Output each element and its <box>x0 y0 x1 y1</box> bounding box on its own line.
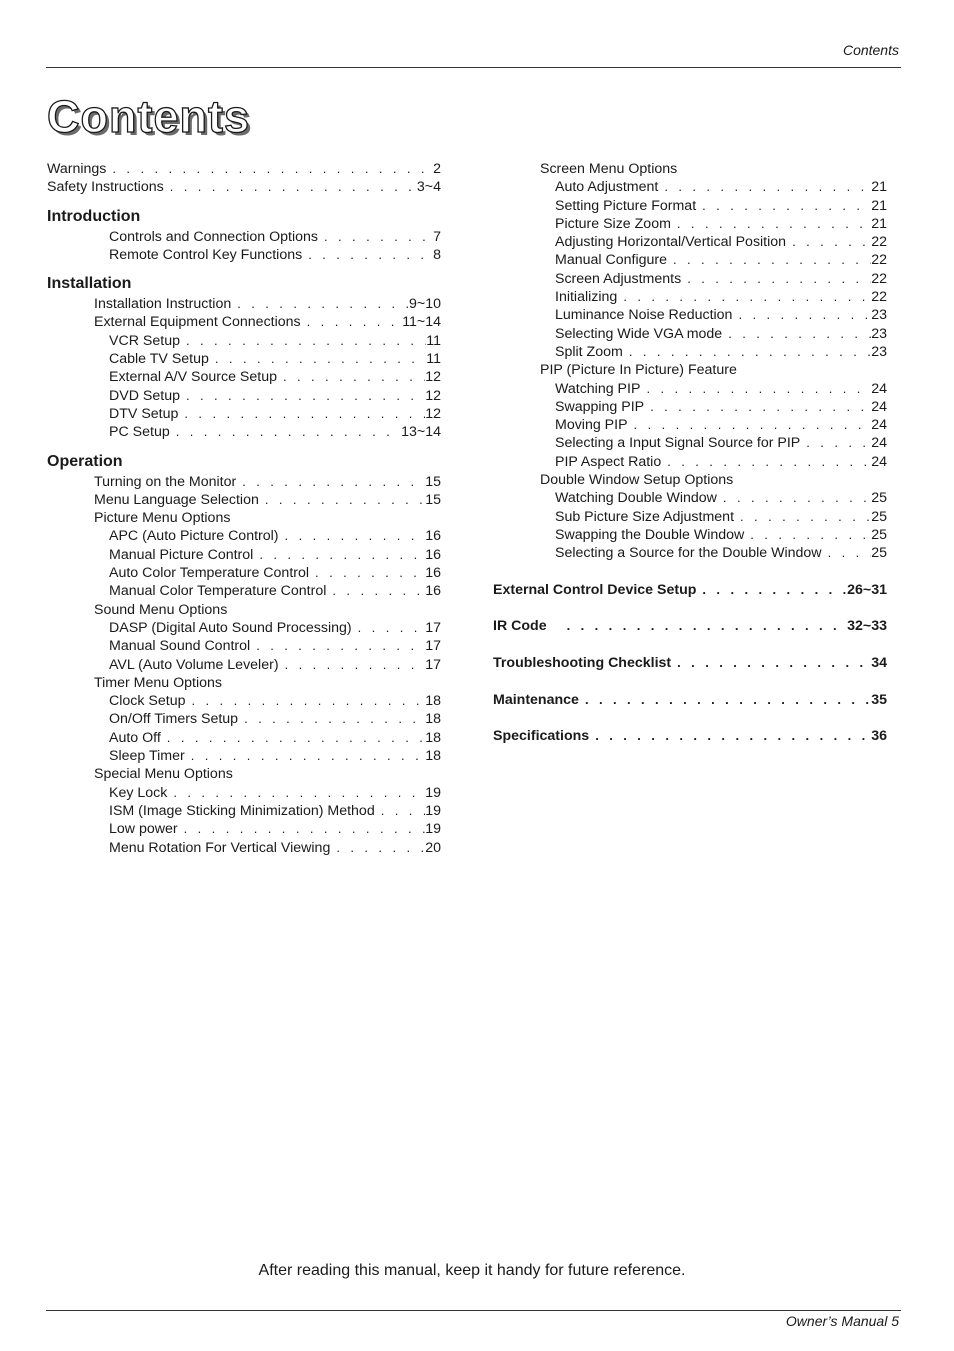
header-rule <box>46 67 901 68</box>
toc-major-entry[interactable]: Maintenance . . . 35 <box>493 691 887 709</box>
toc-entry[interactable]: Controls and Connection Options . . . 7 <box>47 228 441 246</box>
toc-subheading: Screen Menu Options <box>540 161 678 177</box>
toc-subheading: Double Window Setup Options <box>540 472 734 489</box>
toc-entry[interactable]: Swapping the Double Window . . . 25 <box>493 526 887 544</box>
toc-subheading: Picture Menu Options <box>94 510 231 527</box>
footer-note: After reading this manual, keep it handy for future reference. <box>258 1262 686 1279</box>
toc-entry[interactable]: Watching Double Window . . . 25 <box>493 489 887 507</box>
toc-entry[interactable]: Key Lock . . . 19 <box>47 784 441 802</box>
toc-entry[interactable]: Installation Instruction . . . 9~10 <box>47 295 441 313</box>
toc-entry[interactable]: Selecting a Input Signal Source for PIP . . . 24 <box>493 434 887 452</box>
toc-entry[interactable]: Cable TV Setup . . . 11 <box>47 350 441 368</box>
footer-rule <box>46 1310 901 1311</box>
toc-right-column <box>493 160 887 746</box>
toc-major-entry[interactable]: Specifications . . . 36 <box>493 727 887 745</box>
toc-entry[interactable]: Picture Size Zoom . . . 21 <box>493 215 887 233</box>
toc-entry[interactable]: VCR Setup . . . 11 <box>47 332 441 350</box>
toc-entry[interactable]: ISM (Image Sticking Minimization) Method . . . 19 <box>47 802 441 820</box>
toc-entry[interactable]: Screen Adjustments . . . 22 <box>493 270 887 288</box>
toc-entry[interactable]: Initializing . . . 22 <box>493 288 887 306</box>
running-header: Contents <box>842 42 899 58</box>
toc-major-entry[interactable]: Troubleshooting Checklist . . . 34 <box>493 654 887 672</box>
toc-entry[interactable]: Clock Setup . . . 18 <box>47 692 441 710</box>
toc-entry[interactable]: Luminance Noise Reduction . . . 23 <box>493 306 887 324</box>
toc-entry[interactable]: DVD Setup . . . 12 <box>47 387 441 405</box>
toc-entry[interactable]: On/Off Timers Setup . . . 18 <box>47 710 441 728</box>
toc-entry[interactable]: APC (Auto Picture Control) . . . 16 <box>47 527 441 545</box>
toc-entry[interactable]: Manual Configure . . . 22 <box>493 251 887 269</box>
toc-entry[interactable]: External Equipment Connections . . . 11~14 <box>47 313 441 331</box>
toc-entry[interactable]: Auto Color Temperature Control . . . 16 <box>47 564 441 582</box>
toc-left-column <box>47 160 441 857</box>
toc-major-entry[interactable]: External Control Device Setup . . . 26~31 <box>493 581 887 599</box>
toc-entry[interactable]: Auto Adjustment . . . 21 <box>493 178 887 196</box>
toc-entry[interactable]: Sleep Timer . . . 18 <box>47 747 441 765</box>
toc-subheading: Timer Menu Options <box>94 674 222 691</box>
toc-entry[interactable]: Warnings . . . 2 <box>47 160 441 178</box>
toc-entry[interactable]: Low power . . . 19 <box>47 820 441 838</box>
toc-entry[interactable]: Swapping PIP . . . 24 <box>493 398 887 416</box>
toc-entry[interactable]: PC Setup . . . 13~14 <box>47 423 441 441</box>
toc-entry[interactable]: External A/V Source Setup . . . 12 <box>47 368 441 386</box>
toc-entry[interactable]: Menu Language Selection . . . 15 <box>47 491 441 509</box>
toc-entry[interactable]: PIP Aspect Ratio . . . 24 <box>493 453 887 471</box>
toc-entry[interactable]: Selecting Wide VGA mode . . . 23 <box>493 325 887 343</box>
toc-entry[interactable]: Remote Control Key Functions . . . 8 <box>47 246 441 264</box>
toc-entry[interactable]: Manual Picture Control . . . 16 <box>47 546 441 564</box>
section-heading-installation: Installation <box>47 275 132 293</box>
toc-entry[interactable]: Manual Sound Control . . . 17 <box>47 637 441 655</box>
page-number-footer: Owner’s Manual 5 <box>785 1313 899 1329</box>
toc-subheading: Special Menu Options <box>94 766 233 783</box>
toc-entry[interactable]: DTV Setup . . . 12 <box>47 405 441 423</box>
toc-entry[interactable]: Menu Rotation For Vertical Viewing . . . 20 <box>47 839 441 857</box>
toc-subheading: Sound Menu Options <box>94 601 228 618</box>
toc-entry[interactable]: Auto Off . . . 18 <box>47 729 441 747</box>
toc-entry[interactable]: Split Zoom . . . 23 <box>493 343 887 361</box>
toc-entry[interactable]: Manual Color Temperature Control . . . 16 <box>47 582 441 600</box>
toc-major-entry[interactable]: IR Code . . . 32~33 <box>493 617 887 635</box>
section-heading-introduction: Introduction <box>47 207 141 225</box>
toc-subheading: PIP (Picture In Picture) Feature <box>540 362 737 379</box>
toc-entry[interactable]: Adjusting Horizontal/Vertical Position . . . 22 <box>493 233 887 251</box>
toc-entry[interactable]: AVL (Auto Volume Leveler) . . . 17 <box>47 656 441 674</box>
toc-entry[interactable]: Turning on the Monitor . . . 15 <box>47 473 441 491</box>
toc-entry[interactable]: Safety Instructions . . . 3~4 <box>47 178 441 196</box>
toc-entry[interactable]: DASP (Digital Auto Sound Processing) . . . 17 <box>47 619 441 637</box>
toc-entry[interactable]: Watching PIP . . . 24 <box>493 380 887 398</box>
toc-entry[interactable]: Setting Picture Format . . . 21 <box>493 197 887 215</box>
toc-entry[interactable]: Selecting a Source for the Double Window . . . 25 <box>493 544 887 562</box>
section-heading-operation: Operation <box>47 452 123 470</box>
toc-entry[interactable]: Sub Picture Size Adjustment . . . 25 <box>493 508 887 526</box>
toc-entry[interactable]: Moving PIP . . . 24 <box>493 416 887 434</box>
page-title: Contents <box>47 91 250 142</box>
